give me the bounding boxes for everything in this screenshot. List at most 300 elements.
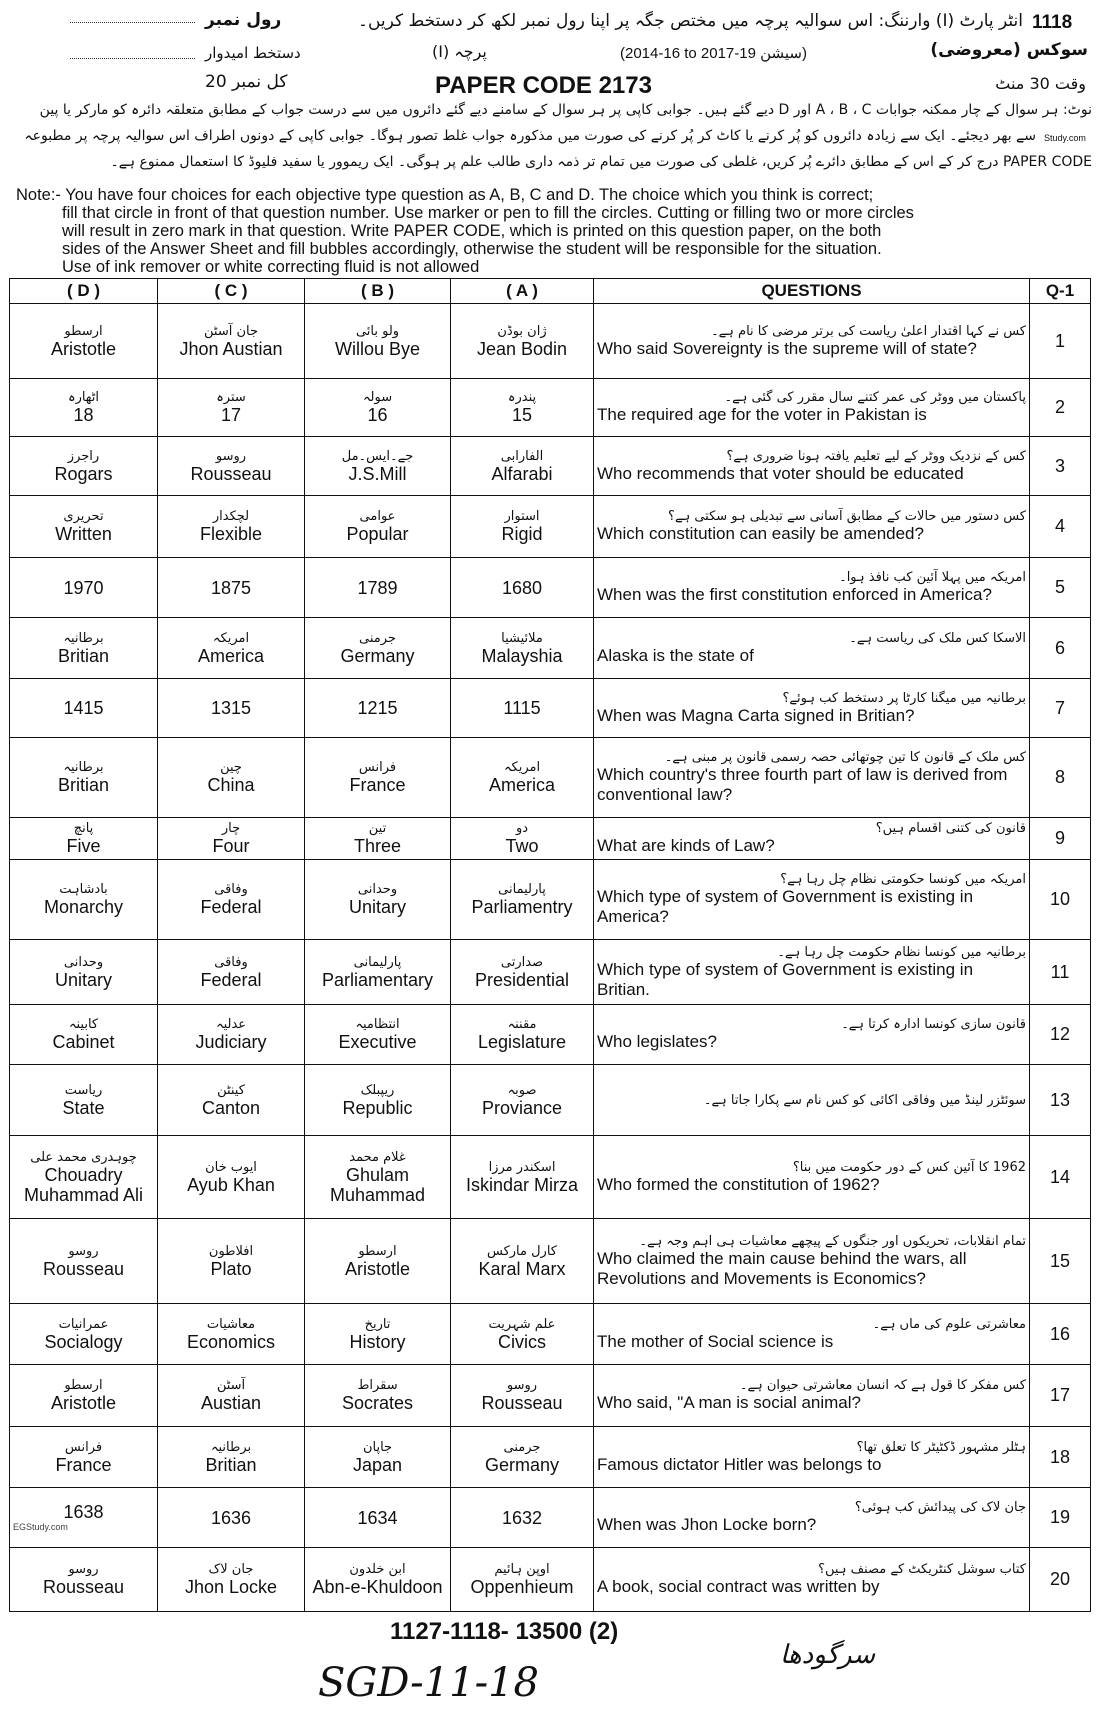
option-urdu: برطانیہ [63, 760, 104, 775]
option-english: France [349, 775, 406, 795]
option-urdu: اسکندر مرزا [488, 1159, 556, 1175]
option-english: France [55, 1454, 112, 1475]
question-english: Alaska is the state of [597, 645, 754, 665]
option-urdu: عمرانیات [58, 1316, 109, 1332]
option-english: Ghulam Muhammad [329, 1164, 426, 1205]
option-urdu: علم شہریت [488, 1316, 556, 1332]
option-urdu: تاریخ [364, 1316, 391, 1332]
option-a [451, 738, 594, 818]
option-urdu: سترہ [216, 390, 246, 405]
table-row [10, 437, 1091, 496]
question-cell [594, 1005, 1030, 1065]
option-urdu: لچکدار [212, 509, 250, 524]
option-c [158, 940, 305, 1005]
table-row [10, 618, 1091, 679]
option-english: Canton [201, 1097, 261, 1118]
option-english: Judiciary [195, 1032, 267, 1052]
option-d [10, 379, 158, 437]
question-urdu: برطانیہ میں میگنا کارٹا پر دستخط کب ہوئے؟ [782, 690, 1026, 706]
question-english: Who said Sovereignty is the supreme will of state? [597, 338, 977, 358]
option-urdu: بادشاہت [59, 882, 108, 897]
option-b [305, 558, 451, 618]
option-english: Plato [210, 1258, 252, 1279]
option-d [10, 1488, 158, 1548]
candidate-signature-label: دستخط امیدوار [205, 44, 301, 62]
option-english: Austian [200, 1393, 262, 1413]
question-english: When was the first constitution enforced in America? [597, 585, 992, 604]
option-a [451, 304, 594, 379]
question-english: The required age for the voter in Pakistan is [597, 405, 927, 424]
option-english: 1415 [63, 698, 104, 718]
question-cell [594, 1136, 1030, 1219]
question-urdu: پاکستان میں ووٹر کی عمر کتنے سال مقرر کی گئی ہے۔ [724, 390, 1026, 405]
question-cell [594, 679, 1030, 738]
footer-code: 1127-1118- 13500 (2) [390, 1618, 619, 1645]
option-b [305, 940, 451, 1005]
option-english: Britian [205, 1454, 257, 1475]
handwritten-city: سرگودھا [780, 1640, 876, 1670]
option-urdu: پارلیمانی [353, 954, 402, 970]
option-english: Aristotle [344, 1258, 411, 1279]
option-english: Economics [186, 1331, 276, 1352]
option-english: 1632 [501, 1507, 543, 1528]
question-english: Who said, "A man is social animal? [597, 1393, 861, 1412]
option-urdu: ژان بوڈن [497, 323, 547, 339]
option-urdu: جاپان [362, 1439, 393, 1455]
option-english: 1680 [501, 577, 543, 598]
option-c [158, 379, 305, 437]
option-a [451, 1427, 594, 1488]
header-c: ( C ) [158, 279, 305, 304]
header-d: ( D ) [10, 279, 158, 304]
question-number: 18 [1030, 1427, 1091, 1488]
option-d [10, 1427, 158, 1488]
option-urdu: انتظامیہ [355, 1017, 400, 1032]
table-row [10, 860, 1091, 940]
question-english: Who legislates? [597, 1032, 718, 1051]
question-urdu: جان لاک کی پیدائش کب ہوئی؟ [854, 1500, 1026, 1515]
question-english: Which constitution can easily be amended? [597, 524, 924, 543]
option-d [10, 558, 158, 618]
paper-code: PAPER CODE 2173 [435, 72, 652, 99]
option-english: Republic [342, 1097, 413, 1118]
option-a [451, 1136, 594, 1219]
option-b [305, 437, 451, 496]
question-urdu: سوئٹزر لینڈ میں وفاقی اکائی کو کس نام سے پکارا جاتا ہے۔ [703, 1092, 1026, 1108]
table-row [10, 1304, 1091, 1365]
option-a [451, 496, 594, 558]
option-urdu: سقراط [357, 1378, 398, 1393]
urdu-note-line-1: نوٹ: ہر سوال کے چار ممکنہ جوابات A ، B ، C اور D دیے گئے ہیں۔ جوابی کاپی پر ہر سوال کے سامنے دیے گئے دائروں میں سے درست جواب کے مطابق متعلقہ دائرہ کو مارکر یا پین [39, 102, 1092, 118]
option-urdu: ایوب خان [205, 1159, 257, 1175]
option-english: Rousseau [42, 1577, 125, 1597]
option-english: Britian [57, 645, 110, 666]
option-c [158, 1304, 305, 1365]
option-b [305, 1304, 451, 1365]
option-english: Malayshia [481, 645, 563, 666]
option-urdu: ملائیشیا [501, 630, 543, 646]
option-c [158, 679, 305, 738]
table-row [10, 818, 1091, 860]
option-urdu: برطانیہ [63, 630, 104, 646]
option-a [451, 679, 594, 738]
option-urdu: امریکہ [503, 760, 541, 775]
option-english: Rousseau [42, 1258, 125, 1279]
header-q1: Q-1 [1030, 279, 1091, 304]
question-urdu: کس نے کہا اقتدار اعلیٰ ریاست کی برتر مرضی کا نام ہے۔ [711, 323, 1026, 339]
question-cell [594, 1065, 1030, 1136]
option-english: Rousseau [190, 463, 272, 484]
question-english: Who formed the constitution of 1962? [597, 1174, 880, 1194]
question-number: 2 [1030, 379, 1091, 437]
option-urdu: جے۔ایس۔مل [341, 448, 414, 464]
option-english: Jhon Locke [184, 1577, 278, 1597]
option-b [305, 1365, 451, 1427]
option-a [451, 558, 594, 618]
question-cell [594, 818, 1030, 860]
urdu-note-line-3: PAPER CODE درج کر کے اس کے مطابق دائرے پُر کریں، غلطی کی صورت میں تمام تر ذمہ داری طالب علم پر ہوگی۔ ایک ریموور یا سفید فلیوڈ کا استعمال ممنوع ہے۔ [110, 154, 1092, 170]
option-english: 1115 [503, 698, 541, 718]
question-english: The mother of Social science is [597, 1331, 834, 1351]
option-urdu: روسو [215, 448, 247, 464]
option-english: China [207, 775, 255, 795]
option-urdu: اٹھارہ [67, 390, 100, 405]
option-urdu: جان آسٹن [204, 323, 258, 339]
option-urdu: غلام محمد [349, 1149, 406, 1165]
option-urdu: دو [515, 821, 529, 836]
option-urdu: صوبہ [507, 1082, 537, 1098]
option-urdu: وفاقی [214, 882, 248, 897]
question-number: 3 [1030, 437, 1091, 496]
option-english: Written [55, 524, 112, 544]
table-row [10, 1065, 1091, 1136]
table-row [10, 1548, 1091, 1612]
header-questions: QUESTIONS [594, 279, 1030, 304]
option-english: Federal [200, 897, 262, 917]
roll-number-line [70, 22, 195, 23]
option-c [158, 1548, 305, 1612]
option-d [10, 437, 158, 496]
english-note-line-2: fill that circle in front of that question number. Use marker or pen to fill the circles. Cutting or filling two or more circles [62, 204, 914, 222]
option-urdu: فرانس [64, 1439, 103, 1455]
table-row [10, 304, 1091, 379]
question-number: 15 [1030, 1219, 1091, 1304]
option-urdu: کارل مارکس [487, 1243, 557, 1259]
option-b [305, 818, 451, 860]
option-c [158, 1219, 305, 1304]
english-note-line-5: Use of ink remover or white correcting fluid is not allowed [62, 258, 480, 276]
option-english: Parliamentary [321, 969, 434, 990]
option-english: 16 [367, 405, 388, 425]
total-marks: کل نمبر 20 [205, 72, 288, 92]
question-cell [594, 1548, 1030, 1612]
question-number: 5 [1030, 558, 1091, 618]
table-row [10, 940, 1091, 1005]
option-urdu: جرمنی [503, 1439, 541, 1455]
question-number: 13 [1030, 1065, 1091, 1136]
option-c [158, 1065, 305, 1136]
option-english: Jean Bodin [476, 338, 568, 359]
option-english: 17 [220, 405, 242, 425]
option-urdu: ریپبلک [360, 1082, 395, 1098]
option-a [451, 818, 594, 860]
option-english: History [349, 1331, 406, 1352]
table-row [10, 1488, 1091, 1548]
option-urdu: راجرز [67, 448, 100, 464]
option-urdu: ارسطو [64, 1378, 103, 1393]
question-urdu: ہٹلر مشہور ڈکٹیٹر کا تعلق تھا؟ [856, 1439, 1026, 1455]
question-urdu: معاشرتی علوم کی ماں ہے۔ [872, 1316, 1026, 1332]
questions-table [9, 278, 1091, 1612]
option-english: America [197, 645, 264, 666]
question-urdu: برطانیہ میں کونسا نظام حکومت چل رہا ہے۔ [777, 944, 1026, 960]
option-english: 1636 [210, 1507, 252, 1528]
option-english: 1789 [357, 577, 398, 598]
option-c [158, 860, 305, 940]
table-row [10, 379, 1091, 437]
table-row [10, 738, 1091, 818]
question-english: Which type of system of Government is existing in America? [597, 887, 974, 926]
option-urdu: چوہدری محمد علی [30, 1149, 137, 1165]
question-number: 6 [1030, 618, 1091, 679]
question-number: 16 [1030, 1304, 1091, 1365]
question-urdu: کس ملک کے قانون کا تین چوتھائی حصہ رسمی قانون پر مبنی ہے۔ [664, 750, 1026, 765]
option-c [158, 738, 305, 818]
option-d [10, 304, 158, 379]
option-urdu: روسو [506, 1378, 538, 1393]
option-english: 1875 [210, 577, 252, 598]
option-english: Oppenhieum [470, 1577, 574, 1597]
question-number: 20 [1030, 1548, 1091, 1612]
option-english: Germany [484, 1454, 560, 1475]
roll-number-label: رول نمبر [205, 10, 282, 30]
option-a [451, 860, 594, 940]
option-b [305, 1065, 451, 1136]
table-row [10, 1136, 1091, 1219]
option-d [10, 818, 158, 860]
option-a [451, 1005, 594, 1065]
question-number: 7 [1030, 679, 1091, 738]
english-note-line-4: sides of the Answer Sheet and fill bubbles accordingly, otherwise the student will be responsible for the situation. [62, 240, 882, 258]
option-b [305, 1219, 451, 1304]
option-english: Socialogy [44, 1331, 123, 1352]
option-english: Monarchy [43, 897, 124, 917]
option-english: Willou Bye [334, 338, 421, 359]
option-english: Parliamentry [471, 897, 573, 917]
option-b [305, 1488, 451, 1548]
option-english: Civics [498, 1331, 546, 1352]
option-urdu: وفاقی [214, 954, 248, 970]
paper-number: 1118 [1032, 12, 1073, 33]
question-english: Which country's three fourth part of law is derived from conventional law? [597, 765, 1008, 804]
option-b [305, 304, 451, 379]
question-cell [594, 1427, 1030, 1488]
option-d [10, 496, 158, 558]
question-urdu: 1962 کا آئین کس کے دور حکومت میں بنا؟ [792, 1159, 1026, 1175]
option-english: Japan [352, 1454, 403, 1475]
question-english: Who recommends that voter should be educated [597, 463, 964, 483]
question-english: Who claimed the main cause behind the wars, all Revolutions and Movements is Economics? [597, 1248, 967, 1288]
option-english: Socrates [341, 1393, 414, 1413]
option-d [10, 1304, 158, 1365]
question-english: Which type of system of Government is existing in Britian. [597, 959, 974, 999]
option-urdu: روسو [68, 1562, 99, 1577]
option-b [305, 860, 451, 940]
question-cell [594, 860, 1030, 940]
question-urdu: کس کے نزدیک ووٹر کے لیے تعلیم یافتہ ہونا ضروری ہے؟ [726, 448, 1026, 464]
option-urdu: پانچ [73, 821, 94, 836]
option-c [158, 496, 305, 558]
option-urdu: استوار [504, 509, 540, 524]
option-c [158, 437, 305, 496]
option-a [451, 618, 594, 679]
option-urdu: وحدانی [357, 882, 398, 897]
option-a [451, 437, 594, 496]
option-english: Jhon Austian [179, 338, 283, 359]
option-c [158, 1136, 305, 1219]
question-urdu: کتاب سوشل کنٹریکٹ کے مصنف ہیں؟ [818, 1562, 1026, 1577]
option-b [305, 1548, 451, 1612]
question-urdu: قانون سازی کونسا ادارہ کرتا ہے۔ [841, 1017, 1026, 1032]
option-english: Chouadry Muhammad Ali [23, 1164, 144, 1205]
option-b [305, 738, 451, 818]
question-urdu: کس دستور میں حالات کے مطابق آسانی سے تبدیلی ہو سکتی ہے؟ [668, 509, 1026, 524]
option-d [10, 1136, 158, 1219]
signature-line [70, 58, 195, 59]
option-english: Ayub Khan [187, 1174, 275, 1195]
option-d [10, 1548, 158, 1612]
option-d [10, 1005, 158, 1065]
question-urdu: کس مفکر کا قول ہے کہ انسان معاشرتی حیوان ہے۔ [739, 1378, 1026, 1393]
option-urdu: اوپن ہائیم [494, 1562, 550, 1577]
option-urdu: ابن خلدون [349, 1562, 406, 1577]
option-urdu: معاشیات [206, 1316, 256, 1332]
question-cell [594, 1219, 1030, 1304]
question-urdu: قانون کی کتنی اقسام ہیں؟ [875, 821, 1026, 836]
option-english: Karal Marx [478, 1258, 566, 1279]
time-allowed: وقت 30 منٹ [995, 74, 1086, 93]
option-english: Abn-e-Khuldoon [312, 1577, 443, 1597]
option-urdu: ولو بائی [355, 323, 400, 339]
option-english: 15 [511, 405, 533, 425]
question-cell [594, 940, 1030, 1005]
option-english: 1638 [63, 1502, 104, 1522]
option-english: Alfarabi [491, 463, 553, 484]
question-english: What are kinds of Law? [597, 836, 775, 855]
option-english: Unitary [348, 897, 406, 917]
option-english: 1970 [63, 577, 104, 598]
option-english: Rousseau [481, 1393, 563, 1413]
question-cell [594, 618, 1030, 679]
option-english: Rogars [54, 463, 113, 484]
option-a [451, 1365, 594, 1427]
option-d [10, 618, 158, 679]
option-urdu: ریاست [64, 1082, 103, 1098]
option-c [158, 1427, 305, 1488]
table-row [10, 1005, 1091, 1065]
option-english: Germany [340, 645, 415, 666]
option-c [158, 1488, 305, 1548]
option-english: Aristotle [50, 338, 117, 359]
option-c [158, 304, 305, 379]
question-urdu: امریکہ میں پہلا آئین کب نافذ ہوا۔ [839, 570, 1026, 585]
option-urdu: جرمنی [359, 630, 396, 646]
option-b [305, 379, 451, 437]
option-urdu: ارسطو [64, 323, 103, 339]
option-english: J.S.Mill [348, 463, 407, 484]
question-number: 17 [1030, 1365, 1091, 1427]
question-number: 19 [1030, 1488, 1091, 1548]
header-a: ( A ) [451, 279, 594, 304]
question-cell [594, 496, 1030, 558]
watermark-small: Study.com [1044, 133, 1086, 143]
option-a [451, 1548, 594, 1612]
option-urdu: کابینہ [68, 1017, 99, 1032]
option-english: Legislature [477, 1032, 567, 1052]
question-cell [594, 558, 1030, 618]
option-d [10, 1065, 158, 1136]
option-b [305, 1005, 451, 1065]
option-english: State [62, 1097, 105, 1118]
option-c [158, 1005, 305, 1065]
option-b [305, 1427, 451, 1488]
question-number: 10 [1030, 860, 1091, 940]
question-cell [594, 1488, 1030, 1548]
watermark-site: EGStudy.com [13, 1522, 68, 1532]
option-urdu: چین [220, 760, 242, 775]
question-number: 9 [1030, 818, 1091, 860]
option-b [305, 679, 451, 738]
option-urdu: آسٹن [216, 1378, 246, 1393]
warning-text: انٹر پارٹ (I) وارننگ: اس سوالیہ پرچہ میں مختص جگہ پر اپنا رول نمبر لکھ کر دستخط کریں۔ [358, 11, 1023, 31]
option-a [451, 1065, 594, 1136]
handwritten-code: SGD-11-18 [318, 1660, 539, 1706]
option-urdu: ارسطو [358, 1243, 397, 1259]
english-note-line-1: Note:- You have four choices for each objective type question as A, B, C and D. The choice which you think is correct; [16, 186, 874, 204]
option-urdu: مقننہ [507, 1017, 537, 1032]
option-urdu: عوامی [359, 509, 396, 524]
option-urdu: سولہ [362, 390, 393, 405]
table-row [10, 1219, 1091, 1304]
option-english: Britian [57, 775, 110, 795]
option-english: Proviance [481, 1097, 563, 1118]
option-urdu: الفارابی [500, 448, 544, 464]
option-english: 1315 [210, 698, 252, 718]
question-number: 4 [1030, 496, 1091, 558]
option-urdu: وحدانی [63, 954, 104, 970]
question-number: 11 [1030, 940, 1091, 1005]
question-cell [594, 738, 1030, 818]
question-urdu: امریکہ میں کونسا حکومتی نظام چل رہا ہے؟ [780, 872, 1026, 887]
option-english: Iskindar Mirza [465, 1174, 579, 1195]
option-english: Cabinet [52, 1032, 115, 1052]
table-row [10, 558, 1091, 618]
option-b [305, 618, 451, 679]
paper-part: پرچہ (I) [432, 42, 487, 61]
question-urdu: تمام انقلابات، تحریکوں اور جنگوں کے پیچھے معاشیات ہی اہم وجہ ہے۔ [639, 1233, 1026, 1249]
option-english: Three [353, 836, 402, 856]
option-urdu: تحریری [63, 509, 104, 524]
option-c [158, 618, 305, 679]
option-urdu: جان لاک [208, 1562, 254, 1577]
option-english: Two [505, 836, 539, 856]
question-english: When was Jhon Locke born? [597, 1515, 817, 1534]
option-d [10, 1219, 158, 1304]
option-english: Aristotle [50, 1393, 117, 1413]
option-urdu: پارلیمانی [498, 882, 546, 897]
option-english: 18 [73, 405, 94, 425]
option-d [10, 679, 158, 738]
